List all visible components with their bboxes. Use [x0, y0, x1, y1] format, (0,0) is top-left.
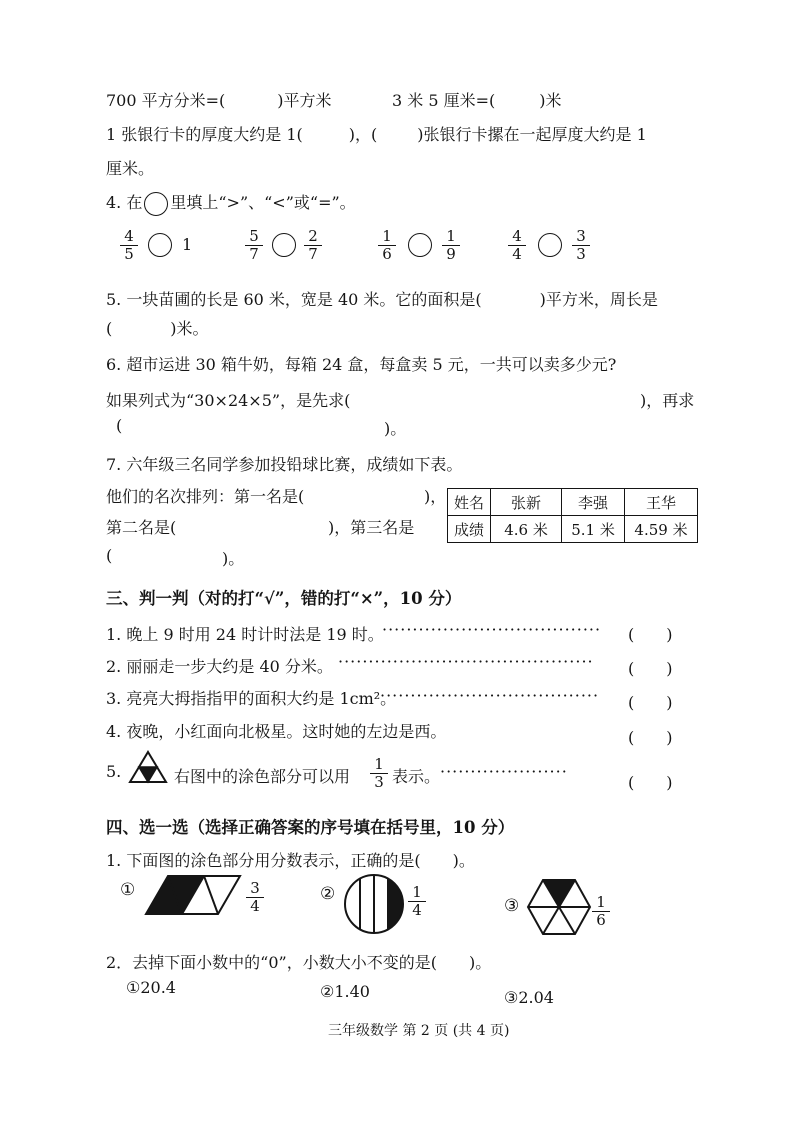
text: )，再求	[640, 391, 695, 410]
option-label: ②	[320, 884, 336, 904]
section-4-title: 四、选一选（选择正确答案的序号填在括号里，10 分）	[106, 818, 515, 837]
question-5-line2	[106, 316, 209, 339]
numerator: 1	[370, 756, 388, 774]
numerator: 1	[442, 228, 460, 246]
text: )平方米，周长是	[539, 290, 658, 309]
text: )米。	[170, 319, 209, 338]
text: )平方米	[277, 91, 332, 110]
fraction	[304, 228, 322, 263]
fraction	[246, 880, 264, 915]
text: 如果列式为“30×24×5”，是先求(	[106, 391, 351, 410]
select-option[interactable]: ②1.40	[320, 982, 370, 1001]
question-6-line2	[106, 388, 350, 411]
fill-blank-area-conversion	[106, 88, 332, 111]
fill-blank-bank-card	[106, 122, 647, 145]
table-cell: 4.6 米	[491, 516, 562, 543]
answer-paren[interactable]: ( )	[628, 625, 673, 644]
parallelogram-figure	[144, 874, 244, 916]
compare-circle[interactable]	[272, 233, 296, 257]
answer-paren[interactable]: ( )	[628, 773, 673, 792]
denominator: 6	[596, 911, 606, 929]
dotted-leader: ··········································	[338, 652, 594, 671]
striped-circle-figure	[342, 872, 406, 936]
hexagon-figure	[526, 878, 592, 936]
fraction	[245, 228, 263, 263]
denominator: 3	[576, 245, 586, 263]
text: 1 张银行卡的厚度大约是 1(	[106, 125, 303, 144]
text: 2. 丽丽走一步大约是 40 分米。	[106, 657, 333, 676]
shaded-triangle-figure	[128, 750, 168, 784]
compare-circle[interactable]	[538, 233, 562, 257]
denominator: 7	[249, 245, 259, 263]
text: 5. 一块苗圃的长是 60 米，宽是 40 米。它的面积是(	[106, 290, 482, 309]
select-question-1: 1. 下面图的涂色部分用分数表示，正确的是( )。	[106, 851, 475, 870]
answer-paren[interactable]: ( )	[628, 693, 673, 712]
denominator: 4	[250, 897, 260, 915]
text: )，	[424, 487, 447, 506]
text: )米	[539, 91, 562, 110]
numerator: 4	[508, 228, 526, 246]
text: (	[106, 319, 113, 338]
answer-paren[interactable]: ( )	[628, 659, 673, 678]
denominator: 4	[412, 901, 422, 919]
text: 1. 晚上 9 时用 24 时计时法是 19 时。	[106, 625, 384, 644]
denominator: 6	[382, 245, 392, 263]
option-label: ③	[504, 896, 520, 916]
text: 他们的名次排列：第一名是(	[106, 487, 305, 506]
question-6: 6. 超市运进 30 箱牛奶，每箱 24 盒，每盒卖 5 元，一共可以卖多少元?	[106, 355, 617, 374]
compare-circle[interactable]	[148, 233, 172, 257]
question-5	[106, 287, 658, 310]
text: (	[106, 546, 113, 565]
table-cell: 成绩	[448, 516, 491, 543]
text-line: 厘米。	[106, 159, 155, 178]
text: 第二名是(	[106, 518, 177, 537]
table-row	[448, 516, 698, 543]
table-row	[448, 489, 698, 516]
text: 表示。	[392, 767, 441, 786]
dotted-leader: ····································	[380, 686, 600, 705]
numerator: 3	[246, 880, 264, 898]
numerator: 3	[572, 228, 590, 246]
dotted-leader: ·····················	[440, 762, 568, 781]
select-option[interactable]: ③2.04	[504, 988, 554, 1007]
numerator: 1	[592, 894, 610, 912]
table-cell: 姓名	[448, 489, 491, 516]
text: (	[116, 416, 123, 435]
table-cell: 李强	[562, 489, 625, 516]
denominator: 7	[308, 245, 318, 263]
text: 3 米 5 厘米=(	[392, 91, 496, 110]
numerator: 1	[408, 884, 426, 902]
select-option[interactable]: ①20.4	[126, 978, 176, 997]
circle-icon	[144, 192, 168, 216]
fraction	[508, 228, 526, 263]
question-4	[106, 190, 356, 216]
text: )。	[222, 549, 245, 568]
question-7: 7. 六年级三名同学参加投铅球比赛，成绩如下表。	[106, 455, 463, 474]
table-cell: 4.59 米	[625, 516, 698, 543]
page-footer: 三年级数学 第 2 页 (共 4 页)	[328, 1023, 510, 1039]
fraction	[378, 228, 396, 263]
text: 4. 夜晚，小红面向北极星。这时她的左边是西。	[106, 722, 447, 741]
table-cell: 王华	[625, 489, 698, 516]
answer-paren[interactable]: ( )	[628, 728, 673, 747]
fraction	[442, 228, 460, 263]
text: 5.	[106, 762, 122, 781]
text: 右图中的涂色部分可以用	[174, 767, 351, 786]
fraction	[408, 884, 426, 919]
section-3-title: 三、判一判（对的打“√”，错的打“×”，10 分）	[106, 589, 462, 608]
denominator: 9	[446, 245, 456, 263]
text: 4. 在	[106, 193, 143, 212]
text: )。	[384, 419, 407, 438]
option-label: ①	[120, 880, 136, 900]
select-question-2: 2．去掉下面小数中的“0”，小数大小不变的是( )。	[106, 953, 492, 972]
text: 里填上“>”、“<”或“=”。	[170, 193, 356, 212]
numerator: 4	[120, 228, 138, 246]
text: 1	[182, 235, 193, 254]
text: )，(	[348, 125, 378, 144]
denominator: 4	[512, 245, 522, 263]
numerator: 5	[245, 228, 263, 246]
table-cell: 5.1 米	[562, 516, 625, 543]
denominator: 3	[374, 773, 384, 791]
compare-circle[interactable]	[408, 233, 432, 257]
fraction	[370, 756, 388, 791]
fraction	[592, 894, 610, 929]
denominator: 5	[124, 245, 134, 263]
table-cell: 张新	[491, 489, 562, 516]
text: )张银行卡摞在一起厚度大约是 1	[417, 125, 647, 144]
score-table	[447, 488, 698, 543]
text: 3. 亮亮大拇指指甲的面积大约是 1cm²。	[106, 689, 397, 708]
text: 700 平方分米=(	[106, 91, 226, 110]
fraction	[120, 228, 138, 263]
fill-blank-length-conversion	[392, 88, 562, 111]
numerator: 2	[304, 228, 322, 246]
dotted-leader: ····································	[382, 620, 602, 639]
numerator: 1	[378, 228, 396, 246]
fraction	[572, 228, 590, 263]
text: )，第三名是	[328, 518, 415, 537]
